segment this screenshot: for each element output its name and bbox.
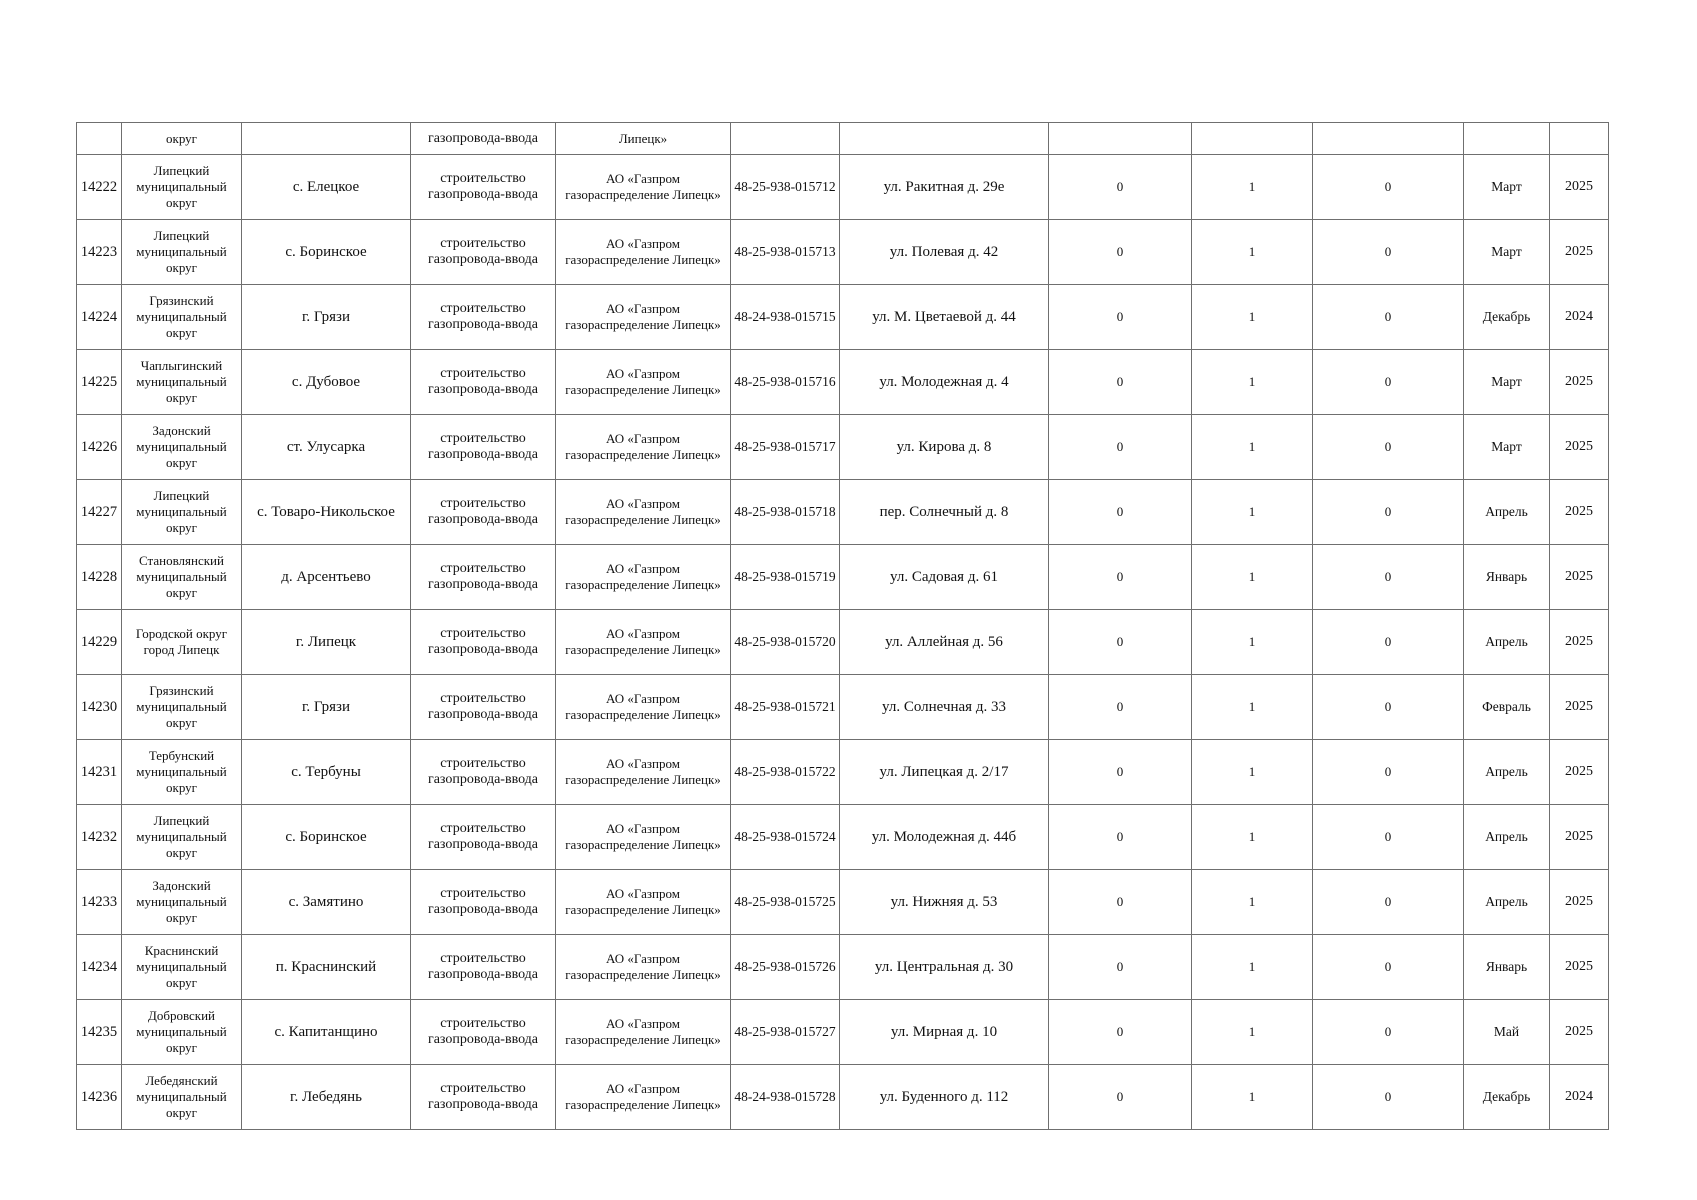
table-row (77, 155, 1609, 220)
cell-settlement: с. Боринское (242, 220, 411, 285)
cell-district: Грязинский муниципальный округ (122, 285, 242, 350)
cell-month: Декабрь (1464, 285, 1550, 350)
table-body (77, 123, 1609, 1130)
cell-address: ул. Буденного д. 112 (840, 1065, 1049, 1130)
cell-org: АО «Газпром газораспределение Липецк» (556, 740, 731, 805)
cell-work: строительство газопровода-ввода (411, 870, 556, 935)
cell-address: ул. М. Цветаевой д. 44 (840, 285, 1049, 350)
cell-value-3: 0 (1313, 480, 1464, 545)
cell-district: Липецкий муниципальный округ (122, 480, 242, 545)
cell-work: строительство газопровода-ввода (411, 155, 556, 220)
cell-settlement: г. Грязи (242, 285, 411, 350)
cell-value-3: 0 (1313, 350, 1464, 415)
cell-month: Март (1464, 415, 1550, 480)
cell-code: 48-25-938-015725 (731, 870, 840, 935)
cell-district: округ (122, 123, 242, 155)
cell-month: Март (1464, 155, 1550, 220)
cell-value-2: 1 (1192, 480, 1313, 545)
cell-code: 48-25-938-015713 (731, 220, 840, 285)
cell-code: 48-24-938-015715 (731, 285, 840, 350)
cell-month: Декабрь (1464, 1065, 1550, 1130)
table-row-continued (77, 123, 1609, 155)
cell-work: газопровода-ввода (411, 123, 556, 155)
cell-work: строительство газопровода-ввода (411, 1000, 556, 1065)
cell-code: 48-25-938-015726 (731, 935, 840, 1000)
table-row (77, 545, 1609, 610)
cell-value-1: 0 (1049, 610, 1192, 675)
cell-year: 2025 (1550, 1000, 1609, 1065)
cell-org: АО «Газпром газораспределение Липецк» (556, 870, 731, 935)
cell-settlement: ст. Улусарка (242, 415, 411, 480)
cell-year: 2025 (1550, 155, 1609, 220)
table-row (77, 480, 1609, 545)
cell-address (840, 123, 1049, 155)
cell-settlement: с. Дубовое (242, 350, 411, 415)
cell-value-1: 0 (1049, 675, 1192, 740)
cell-year: 2025 (1550, 675, 1609, 740)
table-row (77, 610, 1609, 675)
cell-value-2: 1 (1192, 675, 1313, 740)
cell-num: 14232 (77, 805, 122, 870)
cell-value-1: 0 (1049, 805, 1192, 870)
cell-org: АО «Газпром газораспределение Липецк» (556, 350, 731, 415)
cell-num: 14225 (77, 350, 122, 415)
cell-district: Липецкий муниципальный округ (122, 220, 242, 285)
cell-year: 2024 (1550, 285, 1609, 350)
cell-address: ул. Кирова д. 8 (840, 415, 1049, 480)
cell-num: 14236 (77, 1065, 122, 1130)
cell-num: 14233 (77, 870, 122, 935)
cell-year: 2025 (1550, 545, 1609, 610)
table-row (77, 220, 1609, 285)
cell-num: 14224 (77, 285, 122, 350)
cell-value-2: 1 (1192, 935, 1313, 1000)
cell-num: 14230 (77, 675, 122, 740)
cell-value-2 (1192, 123, 1313, 155)
cell-org: АО «Газпром газораспределение Липецк» (556, 805, 731, 870)
cell-num: 14223 (77, 220, 122, 285)
table-row (77, 675, 1609, 740)
table-row (77, 870, 1609, 935)
cell-settlement: с. Елецкое (242, 155, 411, 220)
cell-work: строительство газопровода-ввода (411, 220, 556, 285)
cell-settlement: г. Грязи (242, 675, 411, 740)
cell-district: Лебедянский муниципальный округ (122, 1065, 242, 1130)
cell-work: строительство газопровода-ввода (411, 610, 556, 675)
cell-code: 48-25-938-015716 (731, 350, 840, 415)
cell-org: АО «Газпром газораспределение Липецк» (556, 610, 731, 675)
cell-num: 14234 (77, 935, 122, 1000)
cell-num: 14222 (77, 155, 122, 220)
cell-district: Краснинский муниципальный округ (122, 935, 242, 1000)
cell-value-1: 0 (1049, 285, 1192, 350)
cell-value-2: 1 (1192, 1000, 1313, 1065)
cell-value-1: 0 (1049, 1065, 1192, 1130)
cell-year: 2025 (1550, 350, 1609, 415)
cell-settlement: п. Краснинский (242, 935, 411, 1000)
cell-month: Февраль (1464, 675, 1550, 740)
cell-value-1: 0 (1049, 935, 1192, 1000)
cell-month: Апрель (1464, 610, 1550, 675)
cell-value-3: 0 (1313, 155, 1464, 220)
cell-work: строительство газопровода-ввода (411, 805, 556, 870)
cell-value-2: 1 (1192, 870, 1313, 935)
cell-value-1: 0 (1049, 415, 1192, 480)
cell-value-3: 0 (1313, 1000, 1464, 1065)
cell-district: Городской округ город Липецк (122, 610, 242, 675)
cell-org: АО «Газпром газораспределение Липецк» (556, 220, 731, 285)
cell-value-3: 0 (1313, 935, 1464, 1000)
cell-value-2: 1 (1192, 610, 1313, 675)
cell-num: 14235 (77, 1000, 122, 1065)
cell-org: АО «Газпром газораспределение Липецк» (556, 155, 731, 220)
cell-value-2: 1 (1192, 415, 1313, 480)
cell-settlement: с. Капитанщино (242, 1000, 411, 1065)
cell-value-3: 0 (1313, 805, 1464, 870)
cell-org: АО «Газпром газораспределение Липецк» (556, 1065, 731, 1130)
cell-address: ул. Мирная д. 10 (840, 1000, 1049, 1065)
cell-address: ул. Центральная д. 30 (840, 935, 1049, 1000)
cell-address: ул. Садовая д. 61 (840, 545, 1049, 610)
cell-value-2: 1 (1192, 220, 1313, 285)
cell-year: 2024 (1550, 1065, 1609, 1130)
cell-settlement: г. Липецк (242, 610, 411, 675)
cell-year: 2025 (1550, 480, 1609, 545)
cell-address: ул. Полевая д. 42 (840, 220, 1049, 285)
gas-connection-table (76, 122, 1609, 1130)
cell-value-3: 0 (1313, 415, 1464, 480)
cell-settlement: с. Товаро-Никольское (242, 480, 411, 545)
cell-district: Задонский муниципальный округ (122, 415, 242, 480)
cell-code: 48-25-938-015718 (731, 480, 840, 545)
cell-work: строительство газопровода-ввода (411, 415, 556, 480)
cell-value-3: 0 (1313, 610, 1464, 675)
cell-month: Апрель (1464, 870, 1550, 935)
cell-value-3: 0 (1313, 220, 1464, 285)
cell-year: 2025 (1550, 935, 1609, 1000)
cell-num: 14226 (77, 415, 122, 480)
cell-value-2: 1 (1192, 285, 1313, 350)
cell-code: 48-25-938-015722 (731, 740, 840, 805)
cell-code: 48-25-938-015727 (731, 1000, 840, 1065)
cell-month: Апрель (1464, 480, 1550, 545)
cell-address: ул. Липецкая д. 2/17 (840, 740, 1049, 805)
cell-code: 48-24-938-015728 (731, 1065, 840, 1130)
cell-org: АО «Газпром газораспределение Липецк» (556, 935, 731, 1000)
cell-org: АО «Газпром газораспределение Липецк» (556, 675, 731, 740)
cell-work: строительство газопровода-ввода (411, 285, 556, 350)
cell-value-2: 1 (1192, 1065, 1313, 1130)
table-row (77, 1000, 1609, 1065)
cell-value-1: 0 (1049, 220, 1192, 285)
cell-value-3 (1313, 123, 1464, 155)
cell-year: 2025 (1550, 220, 1609, 285)
cell-work: строительство газопровода-ввода (411, 350, 556, 415)
cell-address: ул. Солнечная д. 33 (840, 675, 1049, 740)
cell-value-1: 0 (1049, 740, 1192, 805)
cell-year (1550, 123, 1609, 155)
cell-value-1: 0 (1049, 350, 1192, 415)
cell-value-1: 0 (1049, 545, 1192, 610)
cell-work: строительство газопровода-ввода (411, 935, 556, 1000)
cell-district: Задонский муниципальный округ (122, 870, 242, 935)
cell-work: строительство газопровода-ввода (411, 480, 556, 545)
cell-month: Март (1464, 220, 1550, 285)
cell-code: 48-25-938-015720 (731, 610, 840, 675)
table-row (77, 285, 1609, 350)
cell-code: 48-25-938-015712 (731, 155, 840, 220)
cell-address: ул. Нижняя д. 53 (840, 870, 1049, 935)
cell-value-3: 0 (1313, 740, 1464, 805)
cell-value-3: 0 (1313, 870, 1464, 935)
cell-work: строительство газопровода-ввода (411, 545, 556, 610)
cell-num (77, 123, 122, 155)
cell-code: 48-25-938-015717 (731, 415, 840, 480)
cell-district: Липецкий муниципальный округ (122, 155, 242, 220)
cell-settlement: с. Тербуны (242, 740, 411, 805)
cell-year: 2025 (1550, 740, 1609, 805)
cell-settlement: д. Арсентьево (242, 545, 411, 610)
cell-settlement (242, 123, 411, 155)
cell-settlement: с. Замятино (242, 870, 411, 935)
cell-district: Липецкий муниципальный округ (122, 805, 242, 870)
cell-code: 48-25-938-015724 (731, 805, 840, 870)
cell-org: АО «Газпром газораспределение Липецк» (556, 1000, 731, 1065)
cell-year: 2025 (1550, 805, 1609, 870)
cell-value-1: 0 (1049, 480, 1192, 545)
cell-org: Липецк» (556, 123, 731, 155)
table-row (77, 1065, 1609, 1130)
cell-year: 2025 (1550, 415, 1609, 480)
cell-work: строительство газопровода-ввода (411, 675, 556, 740)
cell-value-3: 0 (1313, 545, 1464, 610)
cell-num: 14228 (77, 545, 122, 610)
table-row (77, 805, 1609, 870)
cell-month (1464, 123, 1550, 155)
cell-year: 2025 (1550, 610, 1609, 675)
cell-month: Май (1464, 1000, 1550, 1065)
cell-settlement: с. Боринское (242, 805, 411, 870)
cell-org: АО «Газпром газораспределение Липецк» (556, 480, 731, 545)
cell-value-1 (1049, 123, 1192, 155)
cell-value-3: 0 (1313, 285, 1464, 350)
cell-district: Тербунский муниципальный округ (122, 740, 242, 805)
cell-address: ул. Молодежная д. 4 (840, 350, 1049, 415)
cell-value-3: 0 (1313, 1065, 1464, 1130)
cell-month: Январь (1464, 545, 1550, 610)
cell-org: АО «Газпром газораспределение Липецк» (556, 285, 731, 350)
table-row (77, 935, 1609, 1000)
cell-address: ул. Молодежная д. 44б (840, 805, 1049, 870)
cell-value-2: 1 (1192, 350, 1313, 415)
cell-code: 48-25-938-015721 (731, 675, 840, 740)
cell-month: Апрель (1464, 805, 1550, 870)
cell-num: 14231 (77, 740, 122, 805)
cell-value-1: 0 (1049, 155, 1192, 220)
cell-district: Становлянский муниципальный округ (122, 545, 242, 610)
cell-work: строительство газопровода-ввода (411, 740, 556, 805)
cell-value-2: 1 (1192, 155, 1313, 220)
cell-work: строительство газопровода-ввода (411, 1065, 556, 1130)
table-row (77, 350, 1609, 415)
cell-code: 48-25-938-015719 (731, 545, 840, 610)
cell-address: ул. Аллейная д. 56 (840, 610, 1049, 675)
cell-value-2: 1 (1192, 545, 1313, 610)
cell-address: ул. Ракитная д. 29е (840, 155, 1049, 220)
cell-month: Январь (1464, 935, 1550, 1000)
cell-year: 2025 (1550, 870, 1609, 935)
cell-district: Добровский муниципальный округ (122, 1000, 242, 1065)
cell-code (731, 123, 840, 155)
cell-value-3: 0 (1313, 675, 1464, 740)
cell-num: 14227 (77, 480, 122, 545)
cell-value-2: 1 (1192, 805, 1313, 870)
cell-settlement: г. Лебедянь (242, 1065, 411, 1130)
cell-org: АО «Газпром газораспределение Липецк» (556, 415, 731, 480)
cell-value-1: 0 (1049, 1000, 1192, 1065)
cell-district: Грязинский муниципальный округ (122, 675, 242, 740)
cell-value-2: 1 (1192, 740, 1313, 805)
cell-num: 14229 (77, 610, 122, 675)
cell-month: Март (1464, 350, 1550, 415)
table-row (77, 415, 1609, 480)
cell-address: пер. Солнечный д. 8 (840, 480, 1049, 545)
cell-org: АО «Газпром газораспределение Липецк» (556, 545, 731, 610)
table-row (77, 740, 1609, 805)
cell-value-1: 0 (1049, 870, 1192, 935)
cell-month: Апрель (1464, 740, 1550, 805)
cell-district: Чаплыгинский муниципальный округ (122, 350, 242, 415)
